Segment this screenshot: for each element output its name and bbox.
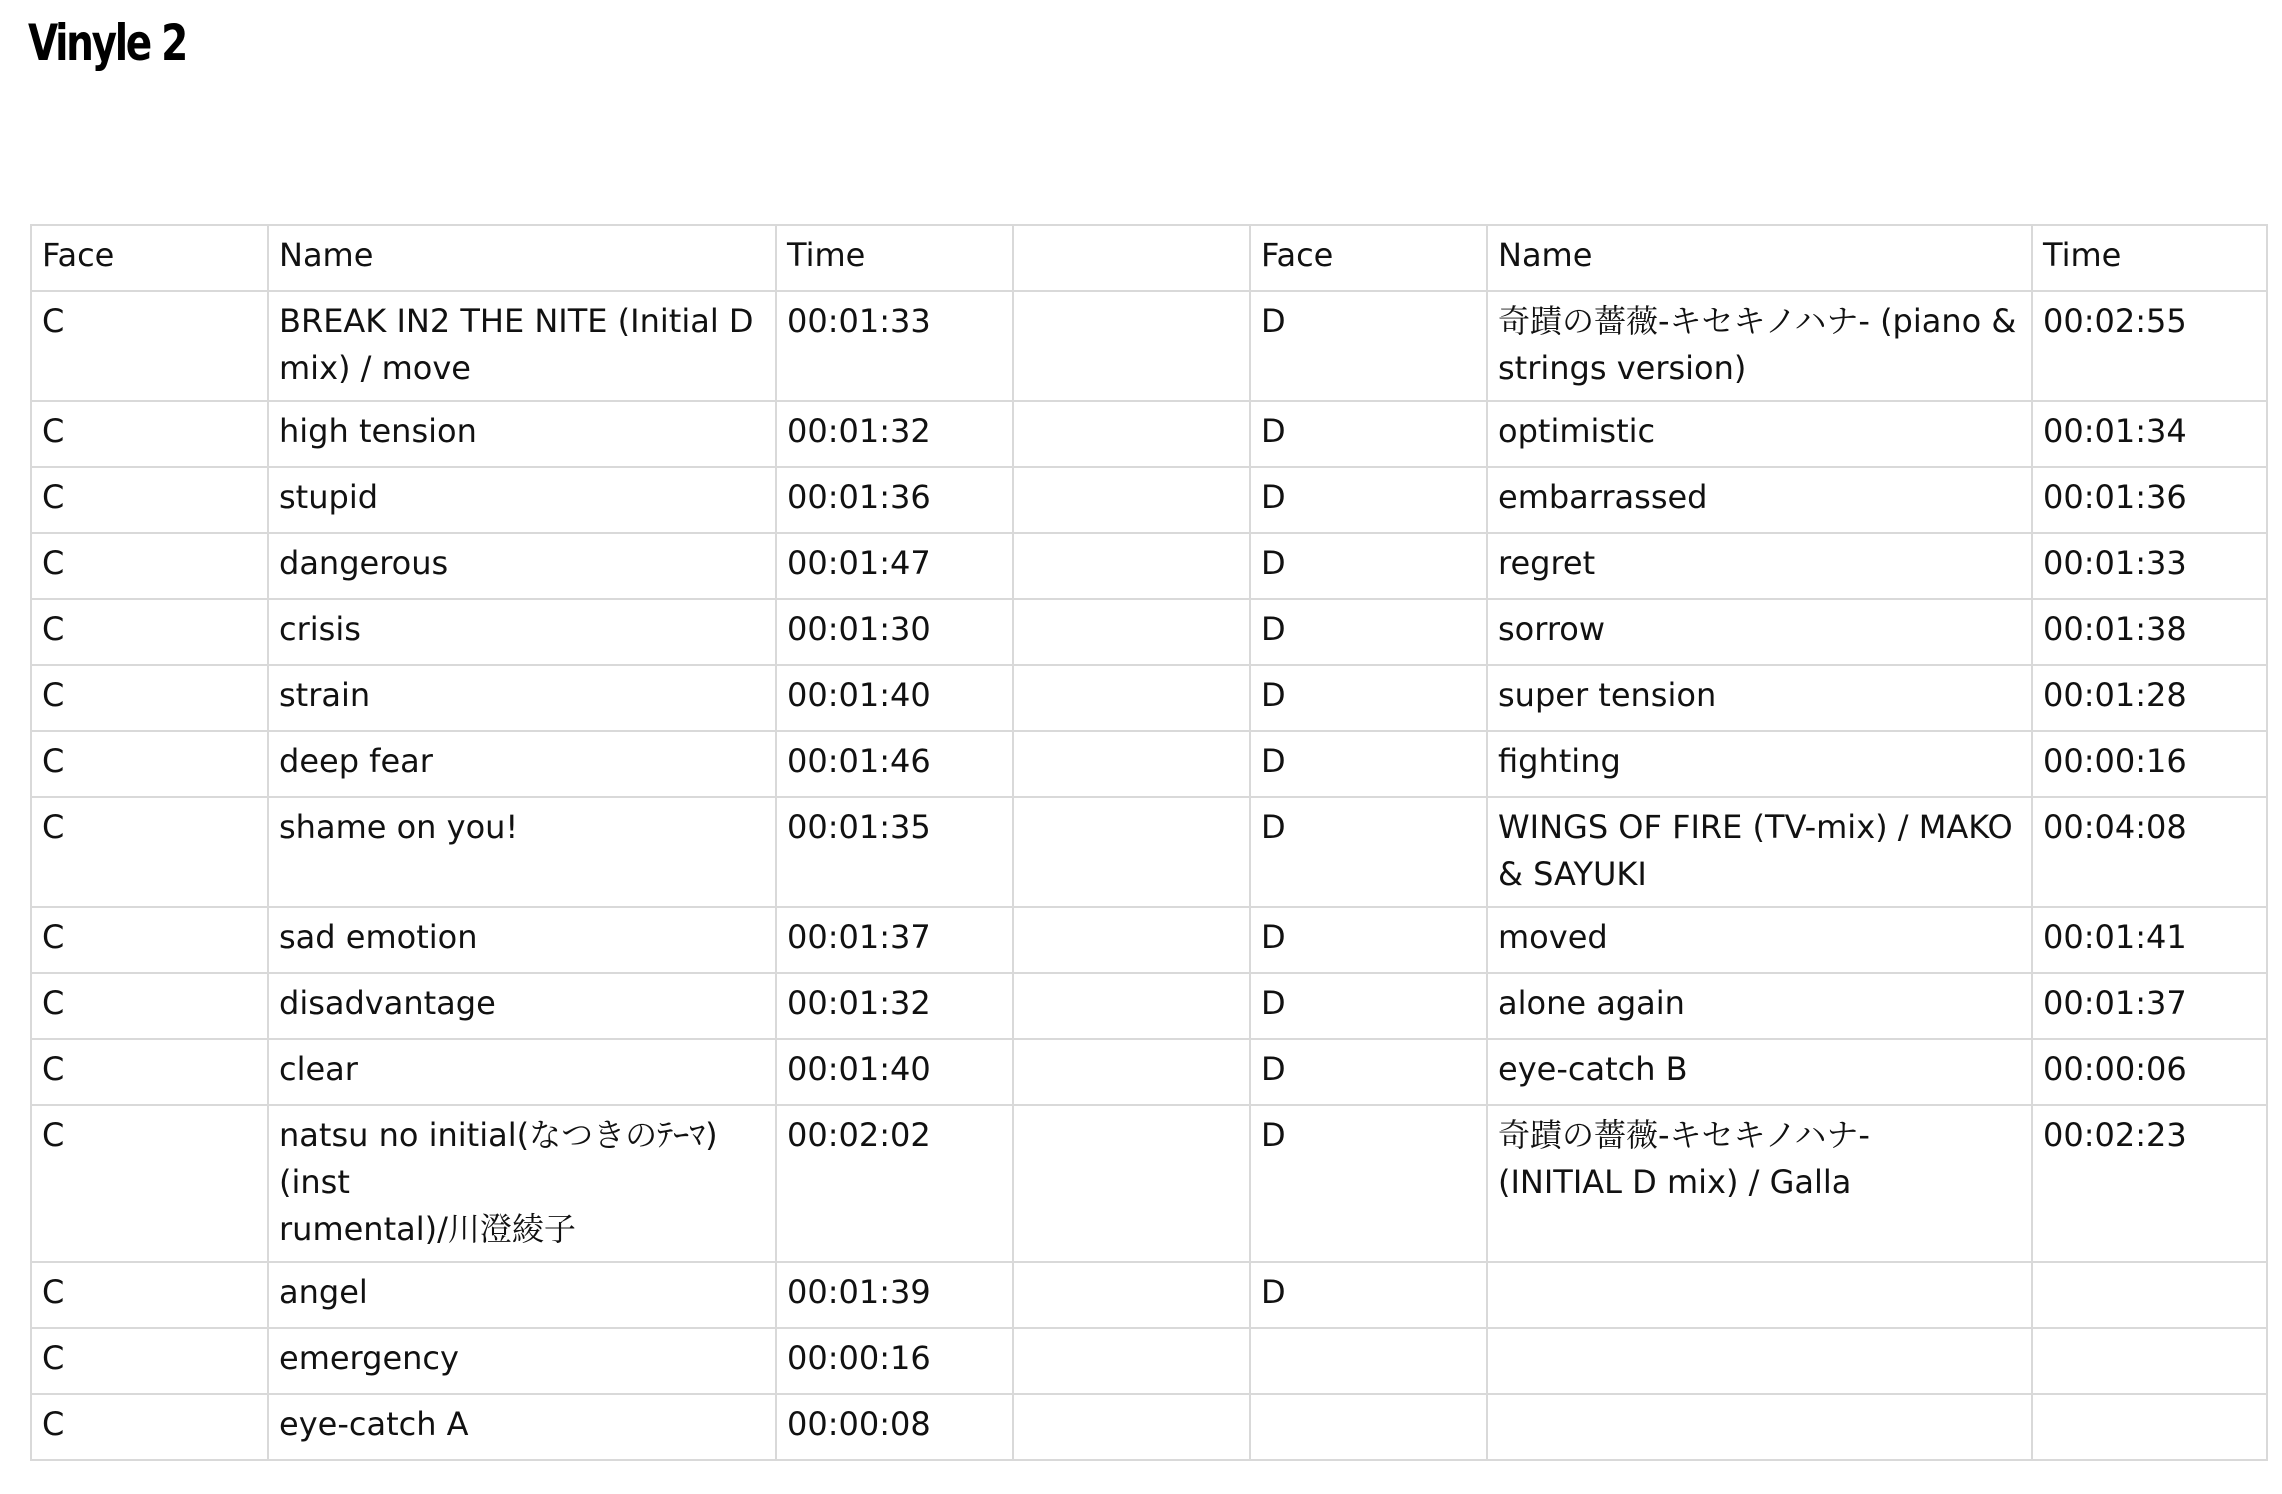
cell-face-d: D	[1250, 291, 1487, 401]
cell-name-c: disadvantage	[268, 973, 776, 1039]
cell-time-d: 00:01:37	[2032, 973, 2267, 1039]
cell-time-d: 00:02:23	[2032, 1105, 2267, 1262]
cell-face-c: C	[31, 731, 268, 797]
table-row	[31, 1105, 2267, 1262]
cell-time-d: 00:02:55	[2032, 291, 2267, 401]
cell-spacer	[1013, 1328, 1250, 1394]
cell-face-c: C	[31, 1039, 268, 1105]
cell-time-c: 00:01:36	[776, 467, 1013, 533]
cell-name-d	[1487, 1394, 2032, 1460]
cell-name-d: sorrow	[1487, 599, 2032, 665]
cell-name-d: embarrassed	[1487, 467, 2032, 533]
cell-face-c: C	[31, 1105, 268, 1262]
cell-name-d: 奇蹟の薔薇-キセキノハナ- (piano & strings version)	[1487, 291, 2032, 401]
table-row	[31, 1039, 2267, 1105]
cell-time-d: 00:01:36	[2032, 467, 2267, 533]
cell-time-d	[2032, 1262, 2267, 1328]
cell-face-d	[1250, 1394, 1487, 1460]
table-row	[31, 907, 2267, 973]
cell-face-d: D	[1250, 1039, 1487, 1105]
cell-face-c: C	[31, 973, 268, 1039]
cell-time-d: 00:01:33	[2032, 533, 2267, 599]
cell-time-d	[2032, 1328, 2267, 1394]
cell-time-c: 00:01:32	[776, 401, 1013, 467]
cell-name-d: fighting	[1487, 731, 2032, 797]
cell-time-c: 00:01:40	[776, 665, 1013, 731]
cell-time-d: 00:04:08	[2032, 797, 2267, 907]
cell-name-d: WINGS OF FIRE (TV-mix) / MAKO & SAYUKI	[1487, 797, 2032, 907]
table-row	[31, 599, 2267, 665]
cell-face-d: D	[1250, 599, 1487, 665]
cell-face-c: C	[31, 467, 268, 533]
cell-spacer	[1013, 599, 1250, 665]
cell-face-c: C	[31, 599, 268, 665]
cell-spacer	[1013, 665, 1250, 731]
table-row	[31, 467, 2267, 533]
cell-spacer	[1013, 797, 1250, 907]
cell-face-c: C	[31, 1262, 268, 1328]
cell-face-c: C	[31, 797, 268, 907]
cell-name-d: optimistic	[1487, 401, 2032, 467]
table-row	[31, 973, 2267, 1039]
cell-name-c: clear	[268, 1039, 776, 1105]
cell-time-c: 00:01:32	[776, 973, 1013, 1039]
cell-name-d: regret	[1487, 533, 2032, 599]
cell-time-c: 00:01:35	[776, 797, 1013, 907]
table-row	[31, 1262, 2267, 1328]
cell-time-c: 00:01:46	[776, 731, 1013, 797]
cell-name-d: alone again	[1487, 973, 2032, 1039]
cell-name-c: natsu no initial(なつきのﾃｰﾏ)(inst rumental)/川澄綾子	[268, 1105, 776, 1262]
cell-name-d	[1487, 1328, 2032, 1394]
cell-name-c: angel	[268, 1262, 776, 1328]
cell-name-c: eye-catch A	[268, 1394, 776, 1460]
cell-name-c: shame on you!	[268, 797, 776, 907]
table-row	[31, 1394, 2267, 1460]
cell-face-d: D	[1250, 731, 1487, 797]
header-cell-face-d: Face	[1250, 225, 1487, 291]
header-cell-time-d: Time	[2032, 225, 2267, 291]
header-row	[31, 225, 2267, 291]
cell-face-c: C	[31, 907, 268, 973]
cell-name-c: crisis	[268, 599, 776, 665]
cell-name-d	[1487, 1262, 2032, 1328]
cell-face-d: D	[1250, 907, 1487, 973]
header-cell-face-c: Face	[31, 225, 268, 291]
cell-time-c: 00:00:08	[776, 1394, 1013, 1460]
cell-name-c: emergency	[268, 1328, 776, 1394]
cell-time-d: 00:01:28	[2032, 665, 2267, 731]
cell-spacer	[1013, 533, 1250, 599]
cell-face-c: C	[31, 401, 268, 467]
cell-spacer	[1013, 467, 1250, 533]
cell-name-c: sad emotion	[268, 907, 776, 973]
table-row	[31, 291, 2267, 401]
page-title: Vinyle 2	[28, 14, 186, 72]
tracklist-table	[30, 224, 2268, 1461]
cell-time-c: 00:01:47	[776, 533, 1013, 599]
cell-face-d: D	[1250, 1105, 1487, 1262]
cell-face-d: D	[1250, 401, 1487, 467]
cell-spacer	[1013, 1039, 1250, 1105]
cell-spacer	[1013, 973, 1250, 1039]
cell-name-d: eye-catch B	[1487, 1039, 2032, 1105]
cell-name-d: super tension	[1487, 665, 2032, 731]
cell-face-d: D	[1250, 533, 1487, 599]
cell-face-d: D	[1250, 467, 1487, 533]
table-row	[31, 533, 2267, 599]
cell-face-c: C	[31, 1394, 268, 1460]
header-cell-name-c: Name	[268, 225, 776, 291]
cell-time-c: 00:01:40	[776, 1039, 1013, 1105]
header-cell-spacer	[1013, 225, 1250, 291]
cell-time-c: 00:01:33	[776, 291, 1013, 401]
cell-time-d: 00:01:38	[2032, 599, 2267, 665]
cell-face-c: C	[31, 291, 268, 401]
cell-spacer	[1013, 731, 1250, 797]
cell-time-c: 00:02:02	[776, 1105, 1013, 1262]
cell-name-c: deep fear	[268, 731, 776, 797]
cell-time-d: 00:01:41	[2032, 907, 2267, 973]
cell-spacer	[1013, 1262, 1250, 1328]
cell-spacer	[1013, 291, 1250, 401]
cell-name-c: dangerous	[268, 533, 776, 599]
cell-time-d	[2032, 1394, 2267, 1460]
cell-spacer	[1013, 401, 1250, 467]
cell-name-c: stupid	[268, 467, 776, 533]
cell-face-d: D	[1250, 665, 1487, 731]
table-row	[31, 665, 2267, 731]
table-body	[31, 225, 2267, 1460]
cell-face-d: D	[1250, 1262, 1487, 1328]
cell-time-c: 00:01:30	[776, 599, 1013, 665]
cell-name-c: high tension	[268, 401, 776, 467]
cell-spacer	[1013, 1394, 1250, 1460]
table-row	[31, 401, 2267, 467]
cell-name-c: strain	[268, 665, 776, 731]
cell-time-d: 00:00:06	[2032, 1039, 2267, 1105]
cell-name-c: BREAK IN2 THE NITE (Initial D mix) / move	[268, 291, 776, 401]
cell-spacer	[1013, 1105, 1250, 1262]
cell-time-d: 00:01:34	[2032, 401, 2267, 467]
cell-name-d: 奇蹟の薔薇-キセキノハナ- (INITIAL D mix) / Galla	[1487, 1105, 2032, 1262]
cell-spacer	[1013, 907, 1250, 973]
cell-time-c: 00:00:16	[776, 1328, 1013, 1394]
cell-face-d: D	[1250, 797, 1487, 907]
cell-time-c: 00:01:39	[776, 1262, 1013, 1328]
header-cell-name-d: Name	[1487, 225, 2032, 291]
table-row	[31, 1328, 2267, 1394]
table-row	[31, 731, 2267, 797]
cell-name-d: moved	[1487, 907, 2032, 973]
cell-face-c: C	[31, 665, 268, 731]
table-row	[31, 797, 2267, 907]
header-cell-time-c: Time	[776, 225, 1013, 291]
cell-time-c: 00:01:37	[776, 907, 1013, 973]
cell-face-d: D	[1250, 973, 1487, 1039]
cell-face-d	[1250, 1328, 1487, 1394]
cell-face-c: C	[31, 533, 268, 599]
cell-face-c: C	[31, 1328, 268, 1394]
cell-time-d: 00:00:16	[2032, 731, 2267, 797]
